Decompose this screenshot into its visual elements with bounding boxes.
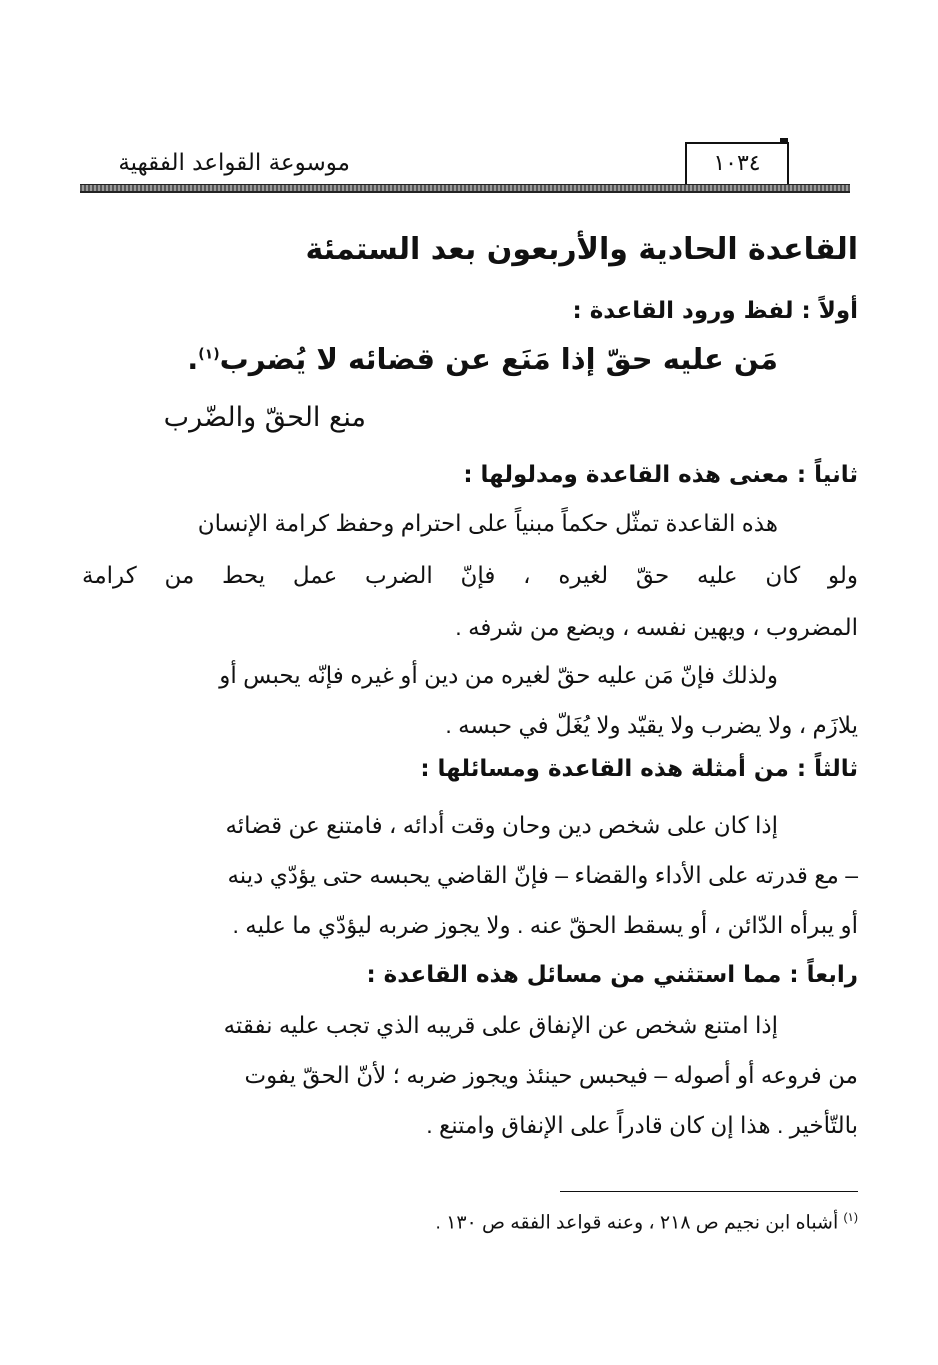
rule-statement [187,342,778,376]
running-title: موسوعة القواعد الفقهية [118,150,350,176]
paragraph-line: إذا امتنع شخص عن الإنفاق على قريبه الذي تجب عليه نفقته [223,1012,778,1038]
section-4-title: رابعاً : مما استثني من مسائل هذه القاعدة : [366,962,858,988]
section-1-title: أولاً : لفظ ورود القاعدة : [572,298,858,324]
rule-end: . [187,342,199,376]
paragraph-line: من فروعه أو أصوله – فيحبس حينئذ ويجوز ضربه ؛ لأنّ الحقّ يفوت [244,1062,858,1088]
paragraph-line: ولو كان عليه حقّ لغيره ، فإنّ الضرب عمل يحط من كرامة [82,562,858,588]
paragraph-line: يلازَم ، ولا يضرب ولا يقيّد ولا يُغَلّ في حبسه . [445,712,858,738]
paragraph-line: بالتّأخير . هذا إن كان قادراً على الإنفاق وامتنع . [426,1112,858,1138]
paragraph-line: – مع قدرته على الأداء والقضاء – فإنّ القاضي يحبسه حتى يؤدّي دينه [227,862,858,888]
rule-text: مَن عليه حقّ إذا مَنَع عن قضائه لا يُضرب [219,342,778,376]
footnote-ref: (١) [198,346,220,363]
header-rule [80,184,850,193]
paragraph-line: ولذلك فإنّ مَن عليه حقّ لغيره من دين أو غيره فإنّه يحبس أو [219,662,778,688]
footnote [436,1210,858,1234]
section-2-title: ثانياً : معنى هذه القاعدة ومدلولها : [463,462,858,488]
section-3-title: ثالثاً : من أمثلة هذه القاعدة ومسائلها : [420,756,858,782]
paragraph-line: هذه القاعدة تمثّل حكماً مبنياً على احترام وحفظ كرامة الإنسان [197,510,778,536]
page-number: ١٠٣٤ [685,142,789,184]
rule-keywords: منع الحقّ والضّرب [163,402,366,433]
footnote-separator [560,1191,858,1192]
page-header [80,150,850,200]
footnote-text: أشباه ابن نجيم ص ٢١٨ ، وعنه قواعد الفقه ص ١٣٠ . [435,1212,839,1234]
footnote-marker: (١) [843,1210,858,1224]
paragraph-line: أو يبرأه الدّائن ، أو يسقط الحقّ عنه . ولا يجوز ضربه ليؤدّي ما عليه . [232,912,858,938]
rule-heading: القاعدة الحادية والأربعون بعد الستمئة [305,232,858,267]
paragraph-line: المضروب ، ويهين نفسه ، ويضع من شرفه . [455,614,858,640]
paragraph-line: إذا كان على شخص دين وحان وقت أدائه ، فامتنع عن قضائه [225,812,778,838]
